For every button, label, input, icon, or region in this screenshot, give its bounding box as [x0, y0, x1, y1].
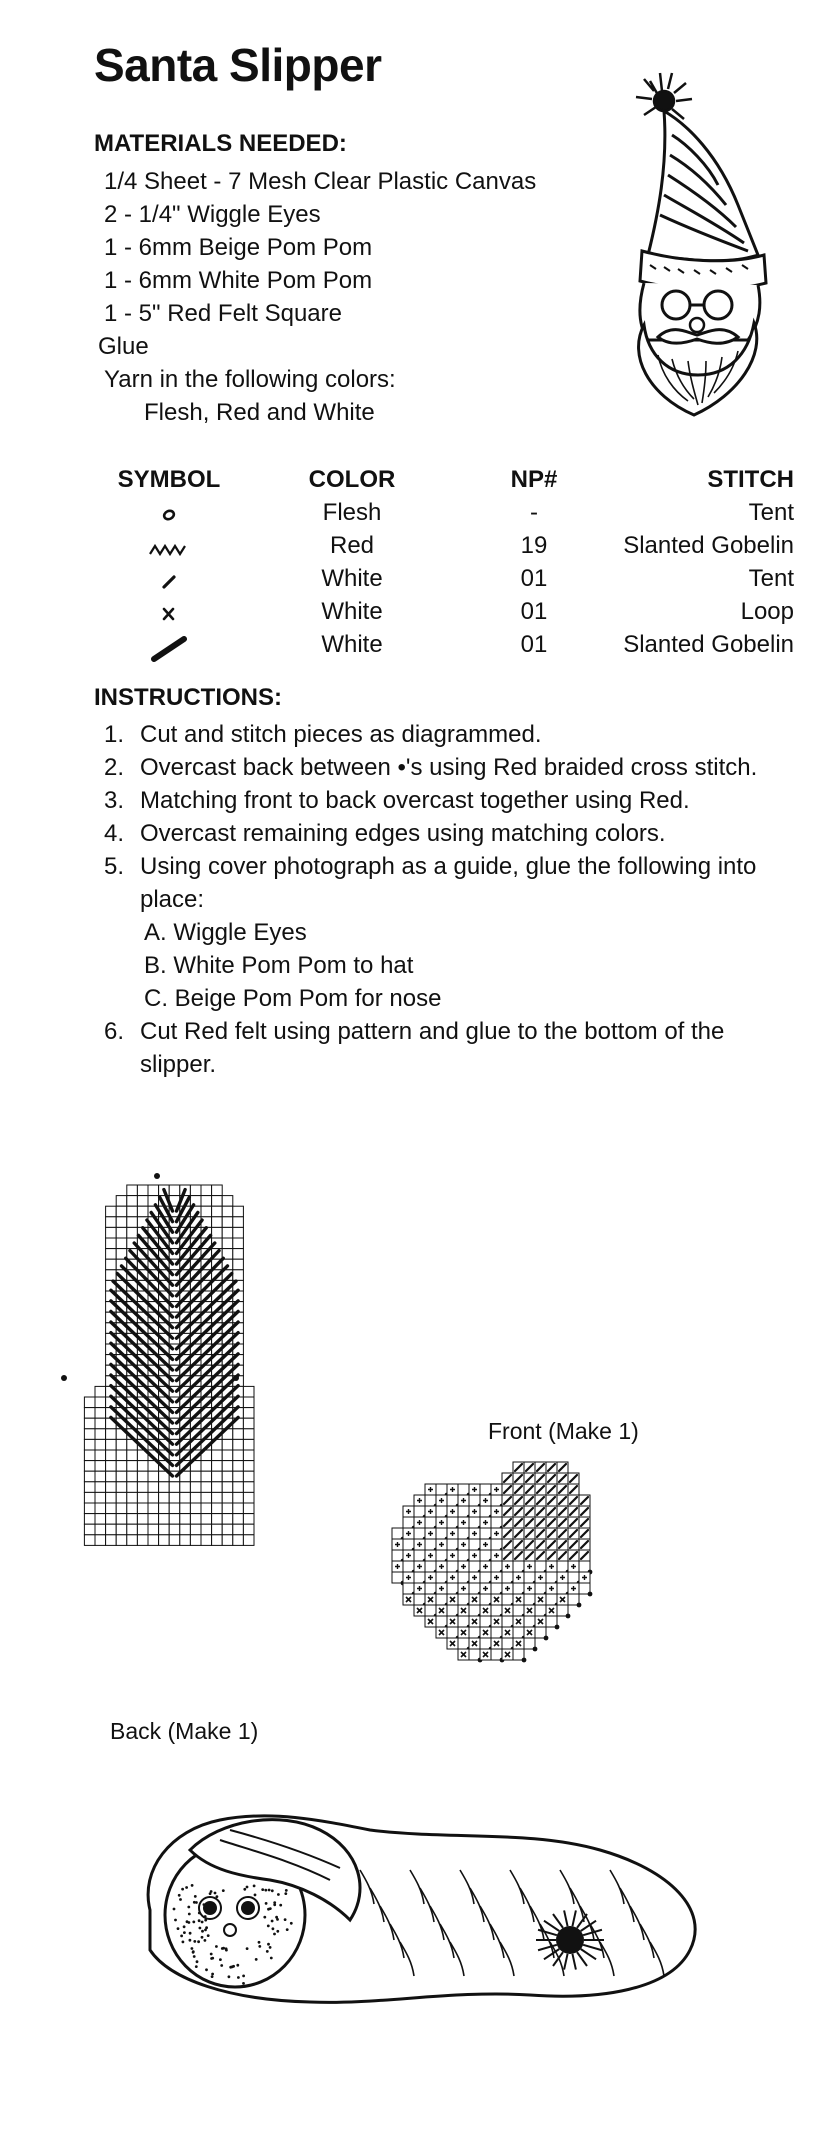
instruction-substep: B. White Pom Pom to hat	[144, 952, 414, 979]
step-number: 1.	[104, 721, 125, 748]
legend-stitch: Tent	[748, 565, 794, 592]
step-text: Cut and stitch pieces as diagrammed.	[140, 721, 542, 748]
front-piece-label: Front (Make 1)	[488, 1418, 639, 1444]
instructions-heading: INSTRUCTIONS:	[94, 684, 282, 711]
materials-item: 1 - 6mm White Pom Pom	[104, 267, 373, 294]
long-slash-icon	[104, 631, 234, 672]
x-stitch-icon	[104, 598, 234, 635]
instruction-step	[104, 817, 794, 850]
legend-color: Red	[329, 532, 375, 559]
legend-row	[104, 631, 794, 664]
page-title: Santa Slipper	[94, 39, 382, 91]
materials-item: 2 - 1/4" Wiggle Eyes	[104, 201, 321, 228]
legend-np: 01	[520, 598, 548, 625]
legend-stitch: Slanted Gobelin	[623, 532, 794, 559]
step-text: Cut Red felt using pattern and glue to the bottom of the slipper.	[140, 1018, 725, 1078]
legend-np: 19	[520, 532, 548, 559]
materials-item: Flesh, Red and White	[144, 399, 375, 426]
instruction-step	[104, 850, 794, 916]
legend-stitch: Tent	[748, 499, 794, 526]
instruction-step	[104, 751, 794, 784]
step-number: 2.	[104, 754, 125, 781]
step-text: Matching front to back overcast together using Red.	[140, 787, 690, 814]
legend-np: -	[530, 499, 538, 526]
instructions-list	[104, 718, 794, 1081]
legend-row	[104, 499, 794, 532]
step-number: 6.	[104, 1018, 125, 1045]
instruction-step	[104, 784, 794, 817]
materials-item: 1/4 Sheet - 7 Mesh Clear Plastic Canvas	[104, 168, 537, 195]
legend-header-symbol: SYMBOL	[117, 466, 221, 493]
legend-np: 01	[520, 631, 548, 658]
legend-header-color: COLOR	[308, 466, 396, 493]
materials-list	[98, 165, 624, 429]
materials-item: Yarn in the following colors:	[104, 366, 396, 393]
legend-row	[104, 598, 794, 631]
instruction-step	[104, 1015, 794, 1081]
materials-item: 1 - 6mm Beige Pom Pom	[104, 234, 373, 261]
legend-row	[104, 532, 794, 565]
stitch-legend	[104, 466, 794, 664]
step-number: 4.	[104, 820, 125, 847]
wavy-stitch-icon	[104, 532, 234, 569]
legend-color: White	[321, 631, 383, 658]
legend-header-stitch: STITCH	[707, 466, 794, 493]
legend-stitch: Slanted Gobelin	[623, 631, 794, 658]
slipper-illustration	[130, 1790, 730, 2020]
materials-item: 1 - 5" Red Felt Square	[104, 300, 342, 327]
step-number: 5.	[104, 853, 125, 880]
step-text: Using cover photograph as a guide, glue the following into place:	[140, 853, 757, 913]
back-piece-diagram	[61, 1173, 254, 1545]
materials-heading: MATERIALS NEEDED:	[94, 130, 347, 157]
back-piece-label: Back (Make 1)	[110, 1718, 259, 1744]
step-text: Overcast remaining edges using matching colors.	[140, 820, 666, 847]
legend-color: White	[321, 598, 383, 625]
legend-header	[104, 466, 794, 499]
legend-np: 01	[520, 565, 548, 592]
legend-row	[104, 565, 794, 598]
circle-stitch-icon	[104, 499, 234, 536]
legend-header-np: NP#	[510, 466, 558, 493]
instruction-step	[104, 718, 794, 751]
canvas-diagrams	[0, 1170, 813, 1770]
step-text: Overcast back between •'s using Red braided cross stitch.	[140, 754, 758, 781]
legend-stitch: Loop	[740, 598, 794, 625]
instruction-substep: C. Beige Pom Pom for nose	[144, 985, 442, 1012]
front-piece-diagram	[392, 1462, 592, 1662]
materials-item: Glue	[98, 333, 149, 360]
legend-color: Flesh	[322, 499, 382, 526]
short-slash-icon	[104, 565, 234, 602]
instruction-substep: A. Wiggle Eyes	[144, 919, 307, 946]
legend-color: White	[321, 565, 383, 592]
santa-head-illustration	[598, 55, 798, 425]
step-number: 3.	[104, 787, 125, 814]
